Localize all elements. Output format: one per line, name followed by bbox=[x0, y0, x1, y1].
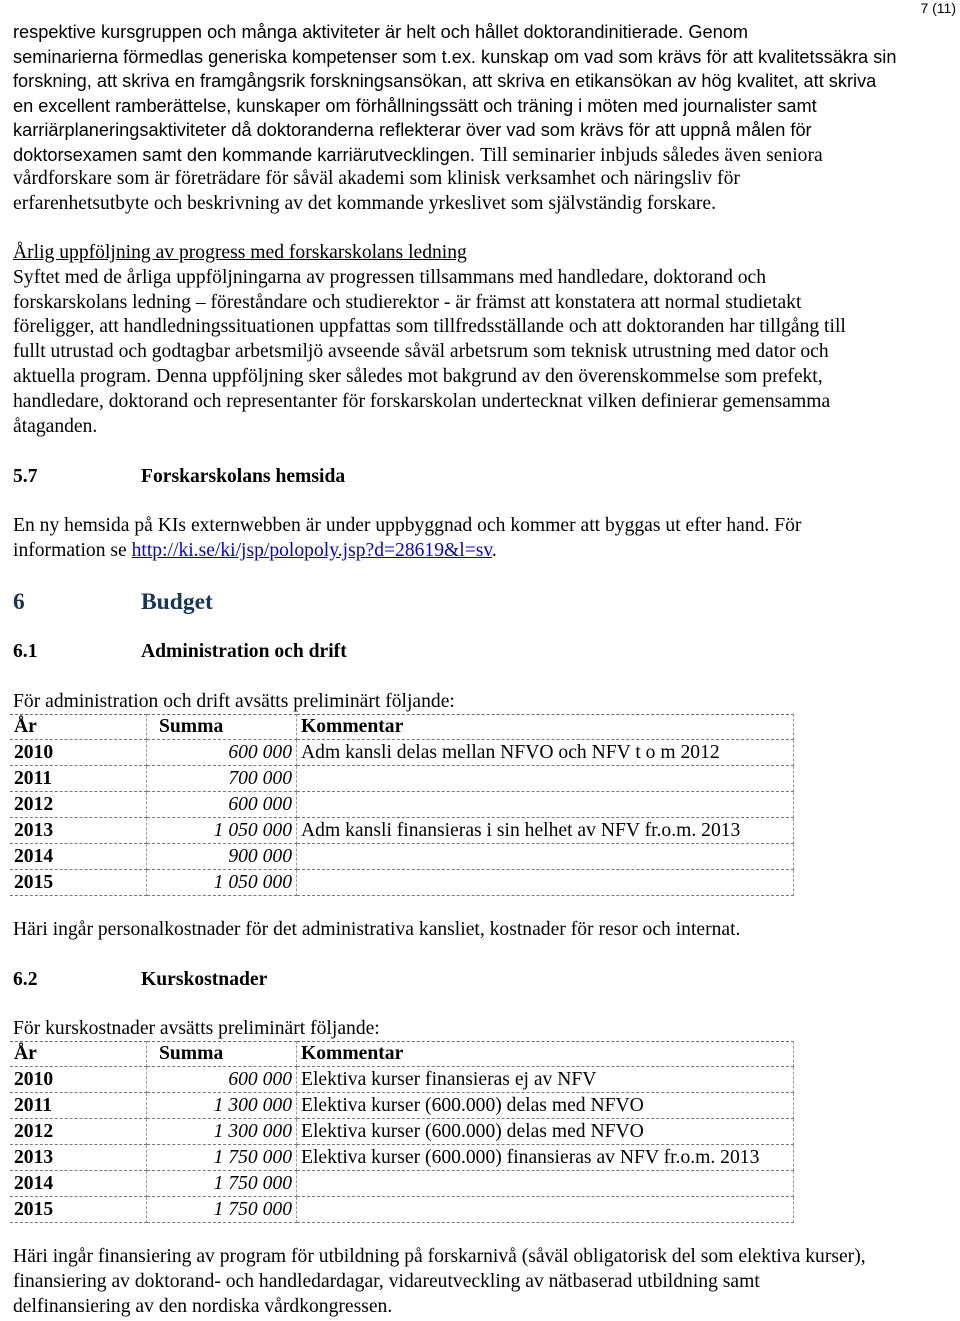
cell-sum: 600 000 bbox=[147, 1067, 297, 1093]
table-row bbox=[10, 792, 794, 818]
followup-title: Årlig uppföljning av progress med forskarskolans ledning bbox=[13, 242, 467, 263]
cell-sum: 1 300 000 bbox=[147, 1119, 297, 1145]
followup-line: fullt utrustad och godtagbar arbetsmiljö avseende såväl arbetsrum som teknisk utrustning med dator och bbox=[13, 341, 829, 363]
cell-sum: 1 300 000 bbox=[147, 1093, 297, 1119]
admin-intro-text: För administration och drift avsätts preliminärt följande: bbox=[13, 691, 455, 712]
admin-note-text: Häri ingår personalkostnader för det administrativa kansliet, kostnader för resor och internat. bbox=[13, 919, 741, 940]
followup-line: föreligger, att handledningssituationen uppfattas som tillfredsställande och att doktoranden har tillgång till bbox=[13, 316, 846, 338]
table-row bbox=[10, 1067, 794, 1093]
cell-year: 2010 bbox=[10, 740, 147, 766]
intro-line bbox=[13, 143, 958, 169]
cell-sum: 1 050 000 bbox=[147, 818, 297, 844]
course-note-line: finansiering av doktorand- och handledardagar, vidareutveckling av nätbaserad utbildning samt bbox=[13, 1270, 760, 1292]
cell-sum: 1 750 000 bbox=[147, 1197, 297, 1223]
heading-6-2 bbox=[13, 968, 267, 992]
heading-number: 5.7 bbox=[13, 466, 38, 487]
cell-year: 2011 bbox=[10, 1093, 147, 1119]
cell-sum: 700 000 bbox=[147, 766, 297, 792]
heading-6-1 bbox=[13, 640, 347, 664]
website-line bbox=[13, 539, 953, 564]
course-note bbox=[13, 1245, 953, 1319]
table-header-row bbox=[10, 1042, 794, 1067]
intro-paragraph bbox=[13, 20, 958, 168]
intro-line: karriärplaneringsaktiviteter då doktoranderna reflekterar över vad som krävs för att uppnå målen för bbox=[13, 120, 812, 140]
admin-note bbox=[13, 918, 953, 943]
cell-year: 2013 bbox=[10, 1145, 147, 1171]
website-suffix: . bbox=[491, 539, 497, 561]
intro-line: en excellent ramberättelse, kunskaper om förhållningssätt och träning i möten med journalister samt bbox=[13, 95, 817, 116]
table-row bbox=[10, 1145, 794, 1171]
cell-year: 2011 bbox=[10, 766, 147, 792]
cell-comment: Elektiva kurser (600.000) delas med NFVO bbox=[297, 1093, 794, 1119]
cell-comment bbox=[297, 1197, 794, 1223]
cell-year: 2015 bbox=[10, 870, 147, 896]
heading-title: Administration och drift bbox=[141, 641, 347, 662]
website-prefix: information se bbox=[13, 539, 132, 561]
table-row bbox=[10, 1119, 794, 1145]
intro-paragraph-serif bbox=[13, 167, 953, 217]
intro-line-sans: doktorsexamen samt den kommande karriärutvecklingen. bbox=[13, 144, 475, 165]
followup-line: Syftet med de årliga uppföljningarna av progressen tillsammans med handledare, doktorand och bbox=[13, 266, 767, 288]
heading-title: Budget bbox=[141, 589, 213, 615]
heading-number: 6.1 bbox=[13, 641, 38, 662]
cell-sum: 1 750 000 bbox=[147, 1171, 297, 1197]
cell-year: 2014 bbox=[10, 1171, 147, 1197]
cell-comment bbox=[297, 792, 794, 818]
cell-comment bbox=[297, 766, 794, 792]
heading-number: 6 bbox=[13, 589, 25, 615]
heading-title: Kurskostnader bbox=[141, 969, 268, 990]
cell-comment: Elektiva kurser (600.000) delas med NFVO bbox=[297, 1119, 794, 1145]
table-row bbox=[10, 818, 794, 844]
cell-year: 2014 bbox=[10, 844, 147, 870]
heading-5-7 bbox=[13, 465, 345, 489]
followup-line: forskarskolans ledning – föreståndare och studierektor - är främst att konstatera att normal studietakt bbox=[13, 291, 802, 313]
course-budget-table bbox=[10, 1041, 794, 1223]
intro-line: seminarierna förmedlas generiska kompetenser som t.ex. kunskap om vad som krävs för att kvalitetssäkra sin bbox=[13, 46, 897, 67]
course-note-line: Häri ingår finansiering av program för utbildning på forskarnivå (såväl obligatorisk del som elektiva kurser), bbox=[13, 1246, 866, 1267]
followup-line: aktuella program. Denna uppföljning sker således mot bakgrund av den överenskommelse som prefekt, bbox=[13, 365, 823, 387]
intro-line: vårdforskare som är företrädare för såväl akademi som klinisk verksamhet och näringsliv för bbox=[13, 168, 740, 189]
table-header-row bbox=[10, 715, 794, 740]
cell-year: 2012 bbox=[10, 1119, 147, 1145]
cell-year: 2012 bbox=[10, 792, 147, 818]
intro-line: respektive kursgruppen och många aktiviteter är helt och hållet doktorandinitierade. Genom bbox=[13, 22, 748, 42]
cell-sum: 600 000 bbox=[147, 792, 297, 818]
cell-comment bbox=[297, 844, 794, 870]
cell-sum: 1 050 000 bbox=[147, 870, 297, 896]
header-comment: Kommentar bbox=[297, 1042, 794, 1067]
website-paragraph bbox=[13, 514, 953, 564]
cell-comment bbox=[297, 870, 794, 896]
table-row bbox=[10, 740, 794, 766]
followup-line: åtaganden. bbox=[13, 415, 98, 437]
admin-budget-table bbox=[10, 714, 794, 896]
heading-6 bbox=[13, 588, 213, 616]
cell-year: 2013 bbox=[10, 818, 147, 844]
heading-title: Forskarskolans hemsida bbox=[141, 466, 346, 487]
intro-line-serif: Till seminarier inbjuds således även seniora bbox=[480, 144, 823, 166]
admin-intro bbox=[13, 690, 953, 715]
table-row bbox=[10, 844, 794, 870]
header-comment: Kommentar bbox=[297, 715, 794, 740]
cell-comment: Elektiva kurser (600.000) finansieras av NFV fr.o.m. 2013 bbox=[297, 1145, 794, 1171]
header-year: År bbox=[10, 715, 147, 740]
followup-section bbox=[13, 241, 953, 439]
cell-year: 2010 bbox=[10, 1067, 147, 1093]
cell-comment: Adm kansli finansieras i sin helhet av NFV fr.o.m. 2013 bbox=[297, 818, 794, 844]
cell-comment bbox=[297, 1171, 794, 1197]
cell-sum: 1 750 000 bbox=[147, 1145, 297, 1171]
header-year: År bbox=[10, 1042, 147, 1067]
cell-sum: 900 000 bbox=[147, 844, 297, 870]
website-link[interactable]: http://ki.se/ki/jsp/polopoly.jsp?d=28619&l=sv bbox=[131, 539, 492, 561]
course-intro bbox=[13, 1017, 953, 1042]
cell-year: 2015 bbox=[10, 1197, 147, 1223]
header-sum: Summa bbox=[147, 1042, 297, 1067]
cell-comment: Adm kansli delas mellan NFVO och NFV t o m 2012 bbox=[297, 740, 794, 766]
website-line: En ny hemsida på KIs externwebben är under uppbyggnad och kommer att byggas ut efter hand. För bbox=[13, 515, 802, 536]
table-row bbox=[10, 1093, 794, 1119]
intro-line: forskning, att skriva en framgångsrik forskningsansökan, att skriva en etikansökan av hög kvalitet, att skriva bbox=[13, 71, 877, 91]
table-row bbox=[10, 1171, 794, 1197]
heading-number: 6.2 bbox=[13, 969, 38, 990]
table-row bbox=[10, 766, 794, 792]
intro-line: erfarenhetsutbyte och beskrivning av det kommande yrkeslivet som självständig forskare. bbox=[13, 192, 717, 214]
table-row bbox=[10, 1197, 794, 1223]
course-intro-text: För kurskostnader avsätts preliminärt följande: bbox=[13, 1018, 380, 1039]
cell-comment: Elektiva kurser finansieras ej av NFV bbox=[297, 1067, 794, 1093]
cell-sum: 600 000 bbox=[147, 740, 297, 766]
header-sum: Summa bbox=[147, 715, 297, 740]
course-note-line: delfinansiering av den nordiska vårdkongressen. bbox=[13, 1295, 393, 1317]
followup-line: handledare, doktorand och representanter för forskarskolan undertecknat vilken definierar gemensamma bbox=[13, 390, 831, 412]
table-row bbox=[10, 870, 794, 896]
page-number: 7 (11) bbox=[920, 0, 956, 16]
